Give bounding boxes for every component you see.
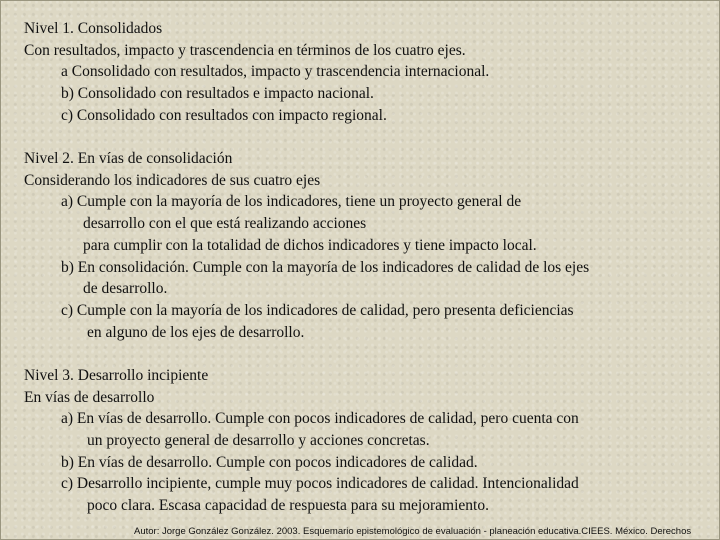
level-3-item-a-line-1: a) En vías de desarrollo. Cumple con pocos indicadores de calidad, pero cuenta con (61, 410, 579, 428)
section-gap (24, 127, 714, 149)
level-3-title: Nivel 3. Desarrollo incipiente (24, 366, 209, 384)
level-2-subtitle: Considerando los indicadores de sus cuatro ejes (24, 171, 321, 189)
level-2-section (24, 148, 714, 343)
level-2-item-a-line-3: para cumplir con la totalidad de dichos indicadores y tiene impacto local. (83, 236, 537, 254)
level-1-item-b: b) Consolidado con resultados e impacto nacional. (61, 85, 374, 103)
level-3-item-b-line-1: b) En vías de desarrollo. Cumple con pocos indicadores de calidad. (61, 453, 478, 471)
level-1-section (24, 18, 714, 127)
level-3-item-c-line-2: poco clara. Escasa capacidad de respuesta para su mejoramiento. (87, 497, 489, 515)
level-2-item-a-line-2: desarrollo con el que está realizando acciones (83, 215, 367, 233)
section-gap (24, 343, 714, 365)
level-3-section (24, 365, 714, 517)
level-2-item-c-line-2: en alguno de los ejes de desarrollo. (87, 323, 305, 341)
level-3-item-c-line-1: c) Desarrollo incipiente, cumple muy pocos indicadores de calidad. Intencionalidad (61, 475, 579, 493)
level-3-subtitle: En vías de desarrollo (24, 388, 155, 406)
author-footer: Autor: Jorge González González. 2003. Esquemario epistemológico de evaluación - planeación educativa.CIEES. México. Derechos (134, 526, 692, 537)
level-1-title: Nivel 1. Consolidados (24, 20, 163, 37)
level-2-item-b-line-2: de desarrollo. (83, 280, 168, 298)
level-1-item-a: a Consolidado con resultados, impacto y trascendencia internacional. (61, 63, 490, 81)
level-1-subtitle: Con resultados, impacto y trascendencia en términos de los cuatro ejes. (24, 41, 466, 59)
level-2-item-a-line-1: a) Cumple con la mayoría de los indicadores, tiene un proyecto general de (61, 193, 522, 211)
level-2-item-b-line-1: b) En consolidación. Cumple con la mayoría de los indicadores de calidad de los ejes (61, 258, 590, 276)
level-2-item-c-line-1: c) Cumple con la mayoría de los indicadores de calidad, pero presenta deficiencias (61, 301, 574, 319)
level-3-item-a-line-2: un proyecto general de desarrollo y acciones concretas. (87, 431, 430, 449)
slide-body (24, 18, 714, 517)
level-1-item-c: c) Consolidado con resultados con impacto regional. (61, 106, 387, 124)
level-2-title: Nivel 2. En vías de consolidación (24, 150, 233, 168)
